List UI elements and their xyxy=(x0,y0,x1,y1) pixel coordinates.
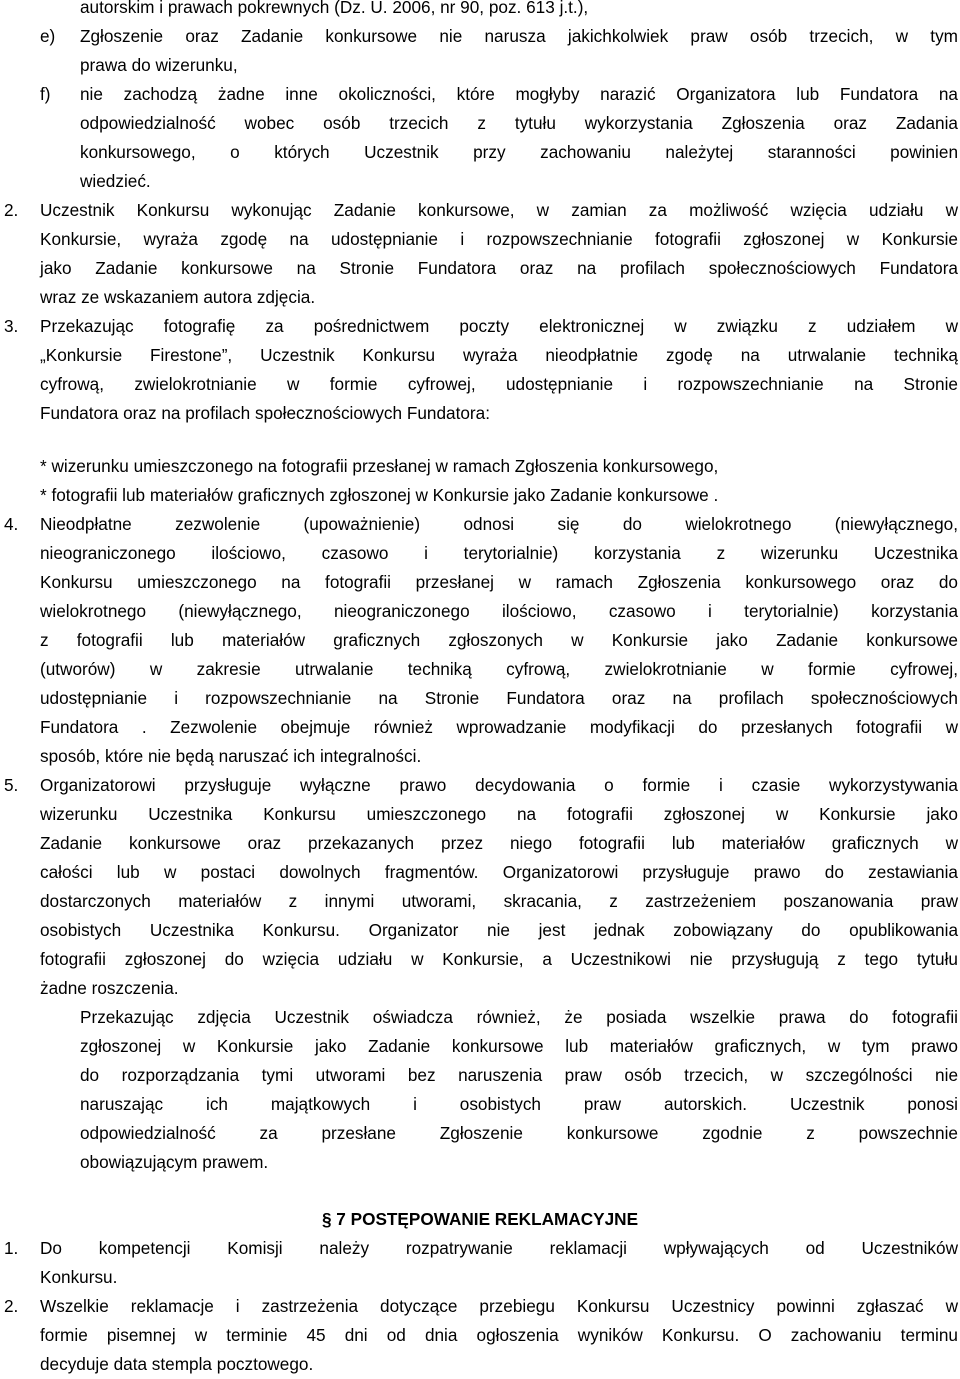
item-4-line: (utworów) w zakresie utrwalanie techniką cyfrową, zwielokrotnianie w formie cyfrowej, xyxy=(40,659,958,679)
item-4-line: sposób, które nie będą naruszać ich integralności. xyxy=(40,746,422,766)
item-f-line: odpowiedzialność wobec osób trzecich z tytułu wykorzystania Zgłoszenia oraz Zadania xyxy=(80,113,958,133)
item-4-line: Konkursu umieszczonego na fotografii przesłanej w ramach Zgłoszenia konkursowego oraz do xyxy=(40,572,958,592)
list-marker-2: 2. xyxy=(4,200,19,220)
indented-paragraph-line: Przekazując zdjęcia Uczestnik oświadcza również, że posiada wszelkie prawa do fotografii xyxy=(80,1007,958,1027)
section-list-marker-1: 1. xyxy=(4,1238,19,1258)
item-5-line: dostarczonych materiałów z innymi utworami, skracania, z zastrzeżeniem poszanowania praw xyxy=(40,891,958,911)
item-f-line: wiedzieć. xyxy=(80,171,151,191)
item-3-line: „Konkursie Firestone”, Uczestnik Konkursu wyraża nieodpłatnie zgodę na utrwalanie techniką xyxy=(40,345,958,365)
item-5-line: wizerunku Uczestnika Konkursu umieszczonego na fotografii zgłoszonej w Konkursie jako xyxy=(40,804,958,824)
item-f-line: konkursowego, o których Uczestnik przy zachowaniu należytej staranności powinien xyxy=(80,142,958,162)
indented-paragraph-line: naruszając ich majątkowych i osobistych praw autorskich. Uczestnik ponosi xyxy=(80,1094,958,1114)
item-4-line: Fundatora . Zezwolenie obejmuje również wprowadzanie modyfikacji do przesłanych fotografii w xyxy=(40,717,958,737)
item-5-line: fotografii zgłoszonej do wzięcia udziału w Konkursie, a Uczestnikowi nie przysługują z tego tytułu xyxy=(40,949,958,969)
item-2-line: Konkursie, wyraża zgodę na udostępnianie i rozpowszechnianie fotografii zgłoszonej w Konkursie xyxy=(40,229,958,249)
item-2-line: wraz ze wskazaniem autora zdjęcia. xyxy=(40,287,316,307)
bullet-item: * fotografii lub materiałów graficznych zgłoszonej w Konkursie jako Zadanie konkursowe . xyxy=(40,485,719,505)
list-marker-3: 3. xyxy=(4,316,19,336)
section-item-2-line: Wszelkie reklamacje i zastrzeżenia dotyczące przebiegu Konkursu Uczestnicy powinni zgłaszać w xyxy=(40,1296,958,1316)
section-list-marker-2: 2. xyxy=(4,1296,19,1316)
item-5-line: Zadanie konkursowe oraz przekazanych przez niego fotografii lub materiałów graficznych w xyxy=(40,833,958,853)
item-2-line: Uczestnik Konkursu wykonując Zadanie konkursowe, w zamian za możliwość wzięcia udziału w xyxy=(40,200,958,220)
item-f-line: nie zachodzą żadne inne okoliczności, które mogłyby narazić Organizatora lub Fundatora na xyxy=(80,84,958,104)
item-5-line: całości lub w postaci dowolnych fragmentów. Organizatorowi przysługuje prawo do zestawiania xyxy=(40,862,958,882)
item-4-line: wielokrotnego (niewyłącznego, nieograniczonego ilościowo, czasowo i terytorialnie) korzystania xyxy=(40,601,958,621)
item-4-line: udostępnianie i rozpowszechnianie na Stronie Fundatora oraz na profilach społecznościowych xyxy=(40,688,958,708)
section-item-1-line: Do kompetencji Komisji należy rozpatrywanie reklamacji wpływających od Uczestników xyxy=(40,1238,958,1258)
indented-paragraph-line: odpowiedzialność za przesłane Zgłoszenie konkursowe zgodnie z powszechnie xyxy=(80,1123,958,1143)
item-5-line: Organizatorowi przysługuje wyłączne prawo decydowania o formie i czasie wykorzystywania xyxy=(40,775,958,795)
item-4-line: nieograniczonego ilościowo, czasowo i terytorialnie) korzystania z wizerunku Uczestnika xyxy=(40,543,958,563)
item-3-line: cyfrową, zwielokrotnianie w formie cyfrowej, udostępnianie i rozpowszechnianie na Stronie xyxy=(40,374,958,394)
item-4-line: Nieodpłatne zezwolenie (upoważnienie) odnosi się do wielokrotnego (niewyłącznego, xyxy=(40,514,958,534)
item-2-line: jako Zadanie konkursowe na Stronie Fundatora oraz na profilach społecznościowych Fundatora xyxy=(40,258,958,278)
item-3-line: Fundatora oraz na profilach społecznościowych Fundatora: xyxy=(40,403,490,423)
item-e-line: Zgłoszenie oraz Zadanie konkursowe nie narusza jakichkolwiek praw osób trzecich, w tym xyxy=(80,26,958,46)
item-e-line: prawa do wizerunku, xyxy=(80,55,238,75)
list-marker-5: 5. xyxy=(4,775,19,795)
list-marker-f: f) xyxy=(40,84,51,104)
indented-paragraph-line: obowiązującym prawem. xyxy=(80,1152,269,1172)
item-3-line: Przekazując fotografię za pośrednictwem poczty elektronicznej w związku z udziałem w xyxy=(40,316,958,336)
section-item-2-line: decyduje data stempla pocztowego. xyxy=(40,1354,314,1374)
section-heading: § 7 POSTĘPOWANIE REKLAMACYJNE xyxy=(321,1209,639,1229)
list-marker-4: 4. xyxy=(4,514,19,534)
bullet-item: * wizerunku umieszczonego na fotografii przesłanej w ramach Zgłoszenia konkursowego, xyxy=(40,456,719,476)
section-item-1-line: Konkursu. xyxy=(40,1267,118,1287)
item-5-line: żadne roszczenia. xyxy=(40,978,179,998)
indented-paragraph-line: do rozporządzania tymi utworami bez naruszenia praw osób trzecich, w szczególności nie xyxy=(80,1065,958,1085)
top-fragment-line: autorskim i prawach pokrewnych (Dz. U. 2006, nr 90, poz. 613 j.t.), xyxy=(80,0,589,17)
indented-paragraph-line: zgłoszonej w Konkursie jako Zadanie konkursowe lub materiałów graficznych, w tym prawo xyxy=(80,1036,958,1056)
item-5-line: osobistych Uczestnika Konkursu. Organizator nie jest jednak zobowiązany do opublikowania xyxy=(40,920,958,940)
list-marker-e: e) xyxy=(40,26,56,46)
section-item-2-line: formie pisemnej w terminie 45 dni od dnia ogłoszenia wyników Konkursu. O zachowaniu terminu xyxy=(40,1325,958,1345)
item-4-line: z fotografii lub materiałów graficznych zgłoszonych w Konkursie jako Zadanie konkursowe xyxy=(40,630,958,650)
